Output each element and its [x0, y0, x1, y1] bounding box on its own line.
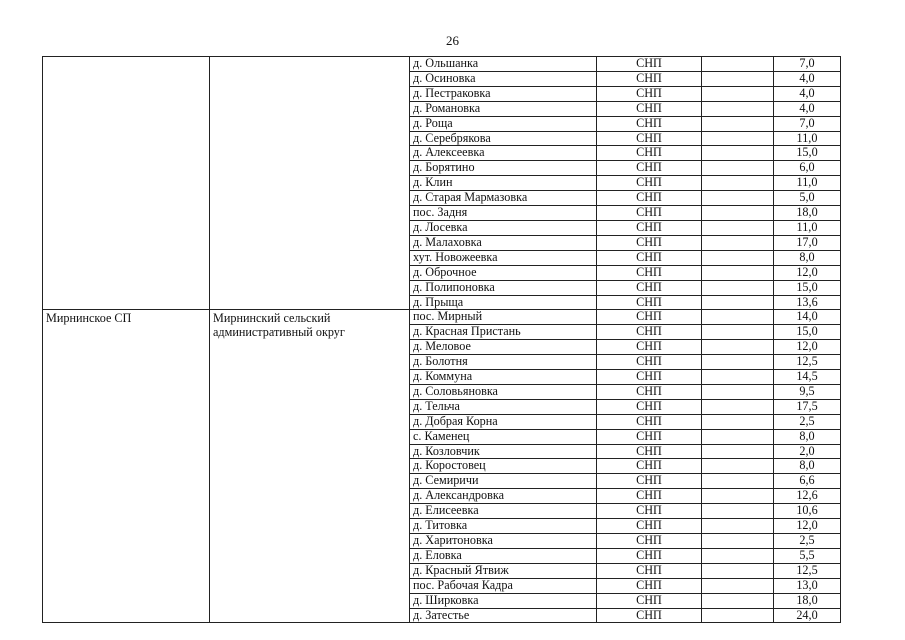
distance-cell: 13,0 [774, 578, 841, 593]
empty-cell [702, 399, 774, 414]
locality-name-cell: д. Клин [410, 176, 597, 191]
locality-name-cell: д. Осиновка [410, 71, 597, 86]
locality-type-cell: СНП [597, 429, 702, 444]
table-row [43, 310, 841, 325]
empty-cell [702, 593, 774, 608]
locality-type-cell: СНП [597, 101, 702, 116]
locality-type-cell: СНП [597, 161, 702, 176]
locality-name-cell: д. Елисеевка [410, 504, 597, 519]
locality-name-cell: д. Семиричи [410, 474, 597, 489]
distance-cell: 10,6 [774, 504, 841, 519]
distance-cell: 8,0 [774, 250, 841, 265]
empty-cell [702, 429, 774, 444]
empty-cell [702, 459, 774, 474]
locality-name-cell: д. Ольшанка [410, 57, 597, 72]
locality-name-cell: д. Лосевка [410, 220, 597, 235]
locality-name-cell: д. Оброчное [410, 265, 597, 280]
locality-type-cell: СНП [597, 250, 702, 265]
locality-type-cell: СНП [597, 131, 702, 146]
locality-name-cell: д. Роща [410, 116, 597, 131]
distance-cell: 18,0 [774, 593, 841, 608]
empty-cell [702, 161, 774, 176]
distance-cell: 12,5 [774, 355, 841, 370]
locality-type-cell: СНП [597, 534, 702, 549]
locality-name-cell: д. Титовка [410, 519, 597, 534]
distance-cell: 7,0 [774, 57, 841, 72]
locality-name-cell: д. Серебрякова [410, 131, 597, 146]
locality-type-cell: СНП [597, 340, 702, 355]
locality-name-cell: д. Ширковка [410, 593, 597, 608]
locality-name-cell: д. Красная Пристань [410, 325, 597, 340]
distance-cell: 4,0 [774, 101, 841, 116]
distance-cell: 6,6 [774, 474, 841, 489]
empty-cell [702, 534, 774, 549]
distance-cell: 15,0 [774, 280, 841, 295]
locality-type-cell: СНП [597, 206, 702, 221]
locality-name-cell: д. Малаховка [410, 235, 597, 250]
distance-cell: 11,0 [774, 220, 841, 235]
distance-cell: 11,0 [774, 131, 841, 146]
locality-type-cell: СНП [597, 295, 702, 310]
table-body [43, 57, 841, 623]
distance-cell: 7,0 [774, 116, 841, 131]
locality-name-cell: д. Меловое [410, 340, 597, 355]
empty-cell [702, 131, 774, 146]
distance-cell: 5,0 [774, 191, 841, 206]
empty-cell [702, 548, 774, 563]
locality-type-cell: СНП [597, 57, 702, 72]
distance-cell: 11,0 [774, 176, 841, 191]
empty-cell [702, 101, 774, 116]
distance-cell: 8,0 [774, 459, 841, 474]
distance-cell: 12,0 [774, 340, 841, 355]
distance-cell: 18,0 [774, 206, 841, 221]
distance-cell: 5,5 [774, 548, 841, 563]
distance-cell: 6,0 [774, 161, 841, 176]
empty-cell [702, 444, 774, 459]
empty-cell [702, 206, 774, 221]
locality-type-cell: СНП [597, 265, 702, 280]
locality-type-cell: СНП [597, 444, 702, 459]
distance-cell: 15,0 [774, 146, 841, 161]
distance-cell: 12,5 [774, 563, 841, 578]
locality-name-cell: хут. Новожеевка [410, 250, 597, 265]
distance-cell: 15,0 [774, 325, 841, 340]
locality-type-cell: СНП [597, 176, 702, 191]
empty-cell [702, 325, 774, 340]
empty-cell [702, 370, 774, 385]
empty-cell [702, 191, 774, 206]
distance-cell: 13,6 [774, 295, 841, 310]
locality-name-cell: с. Каменец [410, 429, 597, 444]
empty-cell [702, 176, 774, 191]
empty-cell [702, 563, 774, 578]
locality-type-cell: СНП [597, 399, 702, 414]
locality-name-cell: д. Красный Ятвиж [410, 563, 597, 578]
locality-type-cell: СНП [597, 459, 702, 474]
page-number: 26 [446, 33, 459, 48]
empty-cell [702, 280, 774, 295]
empty-cell [702, 519, 774, 534]
locality-type-cell: СНП [597, 325, 702, 340]
locality-name-cell: д. Затестье [410, 608, 597, 623]
locality-type-cell: СНП [597, 548, 702, 563]
settlement-cell: Мирнинское СП [43, 310, 210, 623]
locality-type-cell: СНП [597, 146, 702, 161]
empty-cell [702, 340, 774, 355]
locality-name-cell: д. Александровка [410, 489, 597, 504]
locality-type-cell: СНП [597, 86, 702, 101]
locality-type-cell: СНП [597, 414, 702, 429]
locality-name-cell: д. Козловчик [410, 444, 597, 459]
distance-cell: 4,0 [774, 71, 841, 86]
locality-type-cell: СНП [597, 355, 702, 370]
locality-type-cell: СНП [597, 384, 702, 399]
locality-name-cell: д. Алексеевка [410, 146, 597, 161]
locality-name-cell: пос. Задня [410, 206, 597, 221]
locality-name-cell: д. Харитоновка [410, 534, 597, 549]
locality-type-cell: СНП [597, 474, 702, 489]
distance-cell: 14,0 [774, 310, 841, 325]
locality-name-cell: д. Старая Мармазовка [410, 191, 597, 206]
distance-cell: 12,6 [774, 489, 841, 504]
locality-type-cell: СНП [597, 519, 702, 534]
locality-name-cell: д. Прыща [410, 295, 597, 310]
locality-name-cell: д. Добрая Корна [410, 414, 597, 429]
distance-cell: 8,0 [774, 429, 841, 444]
locality-name-cell: д. Пестраковка [410, 86, 597, 101]
empty-cell [702, 250, 774, 265]
empty-cell [702, 608, 774, 623]
locality-name-cell: д. Борятино [410, 161, 597, 176]
district-cell [210, 57, 410, 310]
distance-cell: 17,0 [774, 235, 841, 250]
settlements-table [42, 56, 841, 623]
distance-cell: 2,0 [774, 444, 841, 459]
locality-type-cell: СНП [597, 191, 702, 206]
locality-type-cell: СНП [597, 280, 702, 295]
locality-type-cell: СНП [597, 489, 702, 504]
locality-name-cell: пос. Рабочая Кадра [410, 578, 597, 593]
empty-cell [702, 57, 774, 72]
locality-name-cell: д. Соловьяновка [410, 384, 597, 399]
locality-type-cell: СНП [597, 578, 702, 593]
settlement-cell [43, 57, 210, 310]
locality-type-cell: СНП [597, 310, 702, 325]
distance-cell: 9,5 [774, 384, 841, 399]
district-cell: Мирнинский сельский административный округ [210, 310, 410, 623]
locality-name-cell: д. Романовка [410, 101, 597, 116]
empty-cell [702, 146, 774, 161]
locality-type-cell: СНП [597, 593, 702, 608]
empty-cell [702, 220, 774, 235]
locality-type-cell: СНП [597, 504, 702, 519]
locality-name-cell: д. Коммуна [410, 370, 597, 385]
empty-cell [702, 86, 774, 101]
empty-cell [702, 116, 774, 131]
distance-cell: 2,5 [774, 414, 841, 429]
locality-type-cell: СНП [597, 235, 702, 250]
distance-cell: 12,0 [774, 519, 841, 534]
locality-type-cell: СНП [597, 116, 702, 131]
distance-cell: 17,5 [774, 399, 841, 414]
distance-cell: 24,0 [774, 608, 841, 623]
empty-cell [702, 414, 774, 429]
empty-cell [702, 578, 774, 593]
empty-cell [702, 71, 774, 86]
empty-cell [702, 295, 774, 310]
empty-cell [702, 265, 774, 280]
empty-cell [702, 504, 774, 519]
locality-type-cell: СНП [597, 71, 702, 86]
empty-cell [702, 355, 774, 370]
empty-cell [702, 474, 774, 489]
distance-cell: 4,0 [774, 86, 841, 101]
locality-type-cell: СНП [597, 370, 702, 385]
locality-type-cell: СНП [597, 220, 702, 235]
locality-type-cell: СНП [597, 563, 702, 578]
locality-name-cell: д. Коростовец [410, 459, 597, 474]
locality-name-cell: д. Болотня [410, 355, 597, 370]
empty-cell [702, 489, 774, 504]
distance-cell: 12,0 [774, 265, 841, 280]
table-row [43, 57, 841, 72]
empty-cell [702, 310, 774, 325]
empty-cell [702, 235, 774, 250]
locality-name-cell: пос. Мирный [410, 310, 597, 325]
locality-name-cell: д. Полипоновка [410, 280, 597, 295]
distance-cell: 14,5 [774, 370, 841, 385]
locality-name-cell: д. Еловка [410, 548, 597, 563]
locality-type-cell: СНП [597, 608, 702, 623]
empty-cell [702, 384, 774, 399]
locality-name-cell: д. Тельча [410, 399, 597, 414]
distance-cell: 2,5 [774, 534, 841, 549]
